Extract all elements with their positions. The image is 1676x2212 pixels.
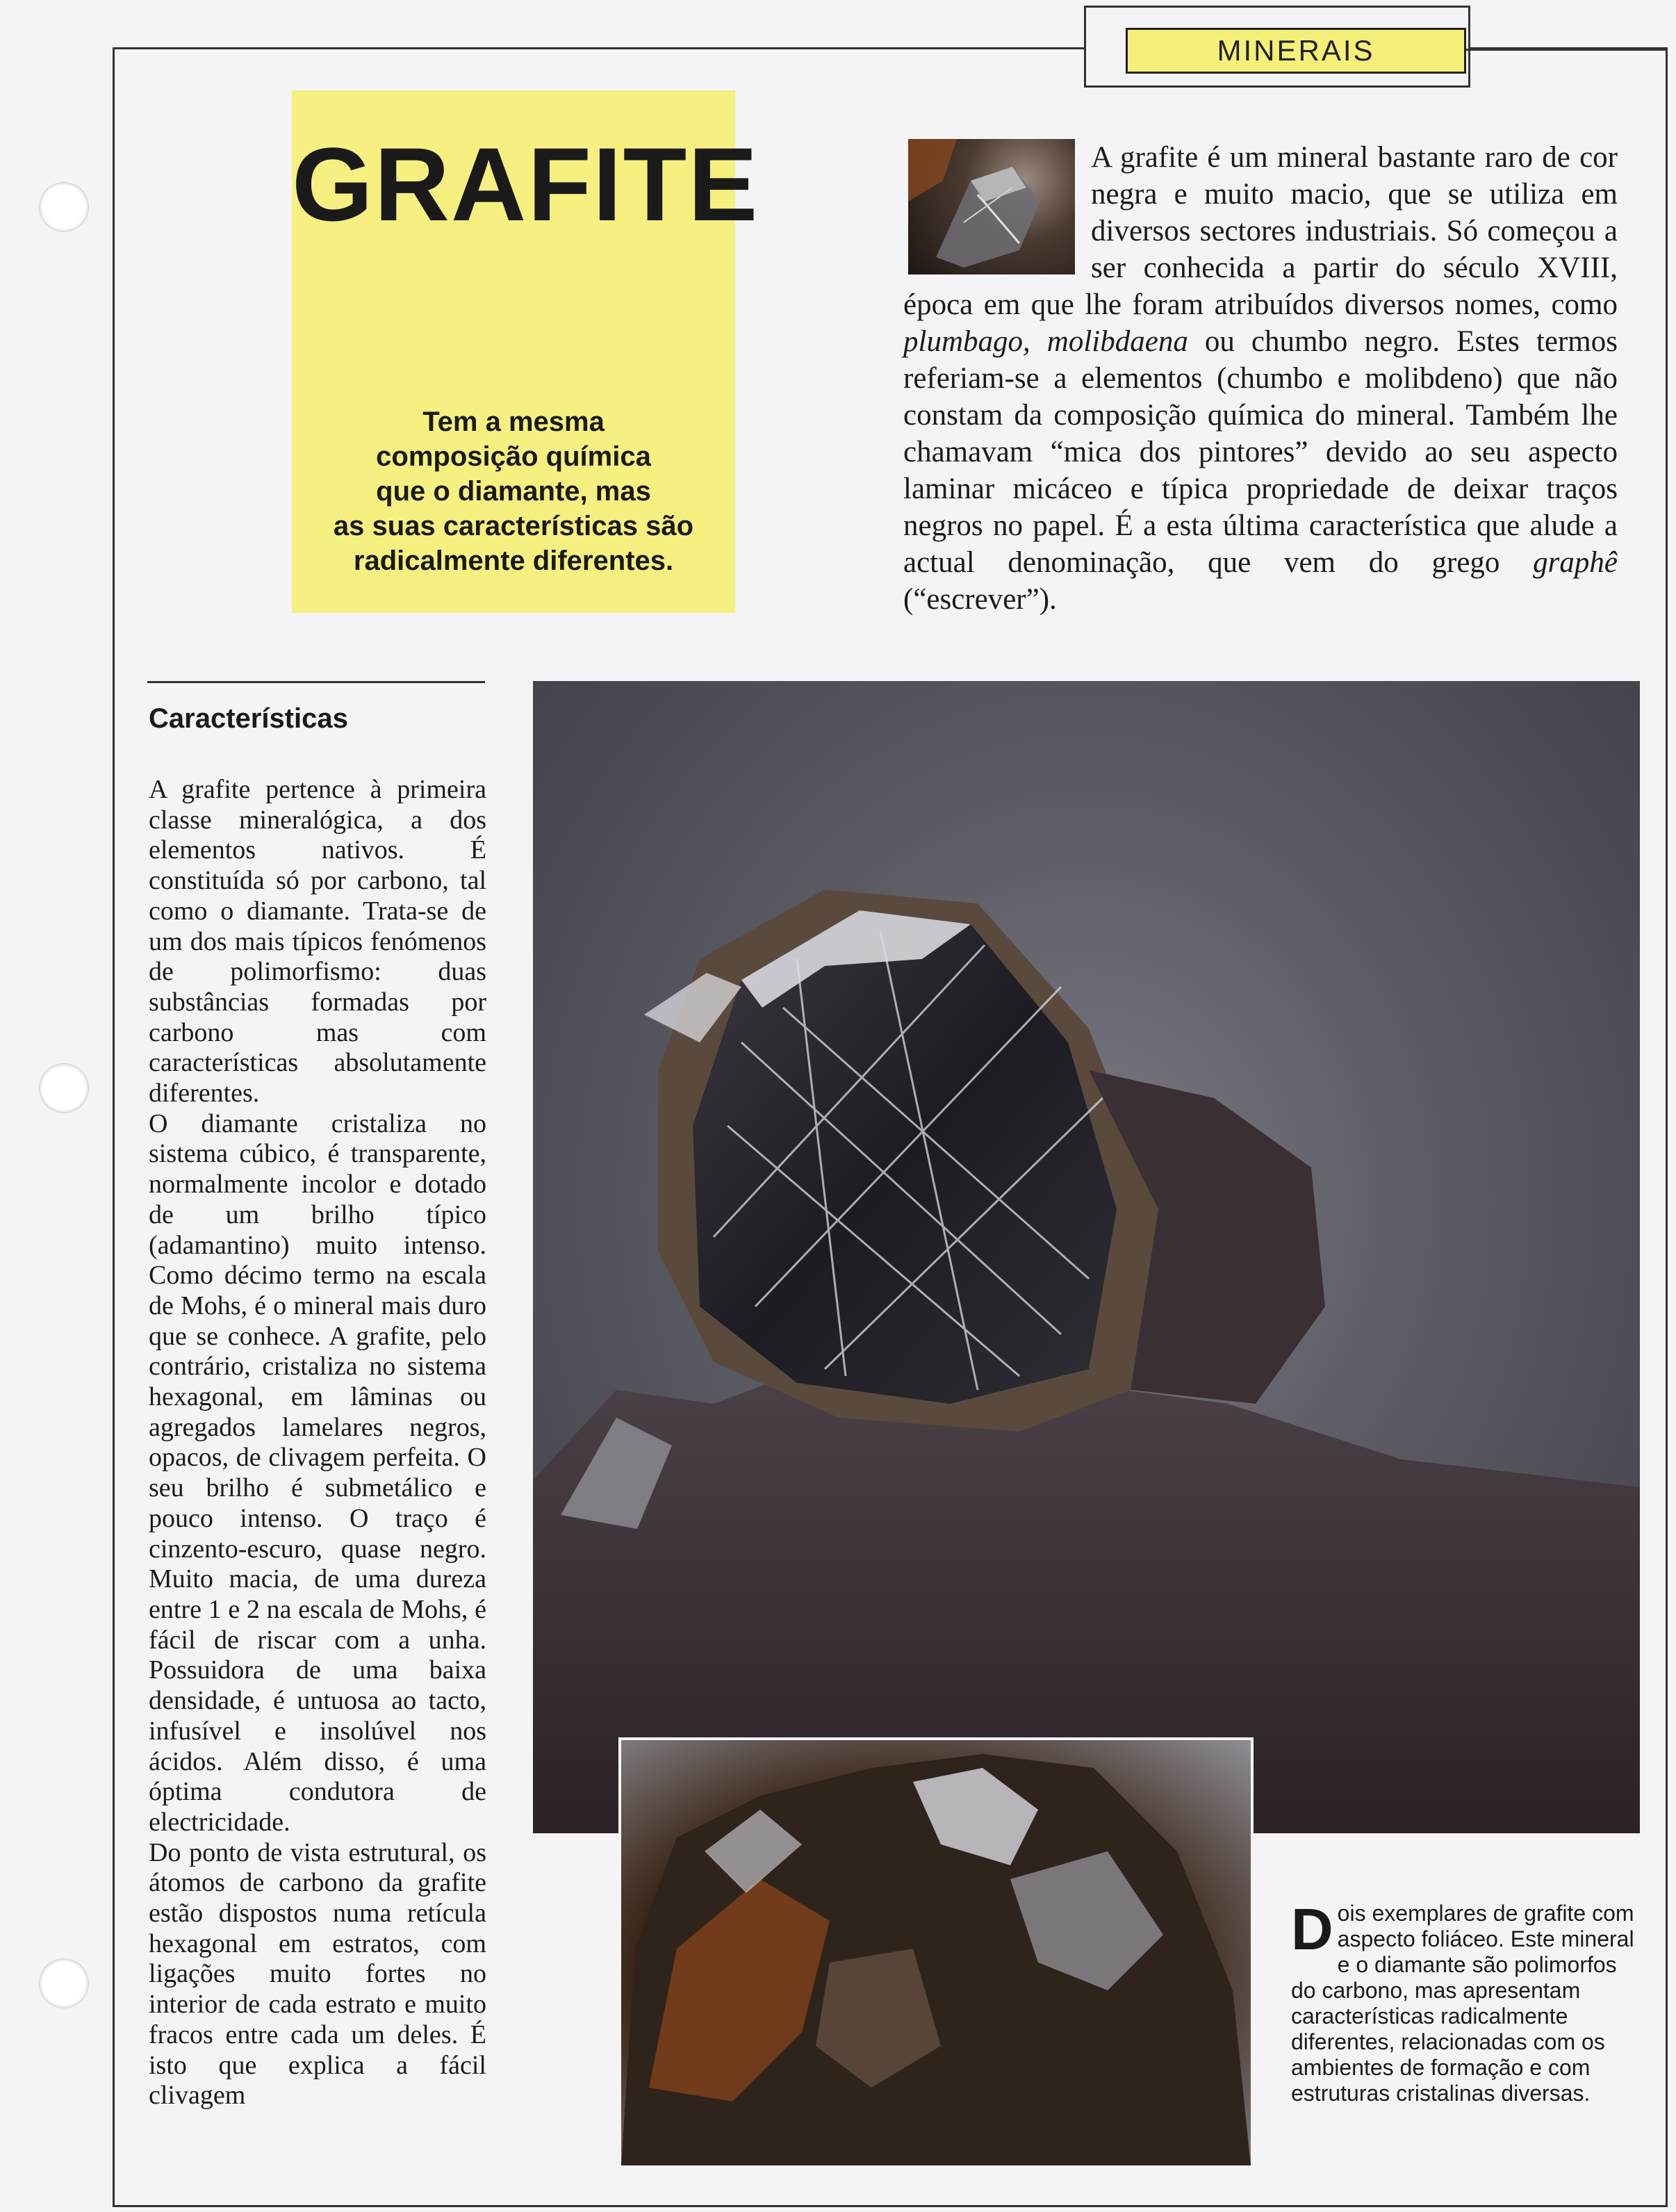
foliated-graphite-graphic	[621, 1740, 1251, 2165]
intro-text-end: (“escrever”).	[903, 583, 1057, 616]
section-tab-rule	[1466, 49, 1668, 51]
caption-drop-cap: D	[1291, 1896, 1333, 1962]
characteristics-column	[149, 775, 486, 2111]
intro-text-start: A grafite é um mineral bastante raro de cor negra e muito macio, que se utiliza em diversos sectores industriais. Só começou a ser conhecida a partir do século XVIII, época em que lhe foram atribuídos diversos nomes, como	[903, 141, 1618, 321]
thumbnail-spacer	[903, 139, 1091, 284]
tagline	[320, 404, 707, 578]
binder-hole-bottom	[39, 1958, 89, 2008]
binder-hole-middle	[39, 1063, 89, 1113]
intro-paragraph	[903, 139, 1618, 618]
photo-caption	[1291, 1896, 1638, 2106]
section-tab-label: MINERAIS	[1217, 34, 1375, 67]
inset-mineral-photo	[618, 1737, 1254, 2168]
section-tab	[1126, 28, 1466, 74]
intro-text-middle: ou chumbo negro. Estes termos referiam-se a elementos (chumbo e molibdeno) que não constam da composição química do mineral. Também lhe chamavam “mica dos pintores” devido ao seu aspecto laminar micáceo e típica propriedade de deixar traços negros no papel. É a esta última característica que alude a actual denominação, que vem do grego	[903, 325, 1618, 579]
tagline-line: que o diamante, mas	[376, 476, 651, 507]
section-divider	[147, 681, 485, 683]
intro-italic-names: plumbago, molibdaena	[903, 325, 1188, 358]
binder-hole-top	[39, 182, 89, 232]
body-paragraph: A grafite pertence à primeira classe mineralógica, a dos elementos nativos. É constituída só por carbono, tal como o diamante. Trata-se de um dos mais típicos fenómenos de polimorfismo: duas substâncias formadas por carbono mas com características absolutamente diferentes.	[149, 775, 486, 1108]
body-paragraph: Do ponto de vista estrutural, os átomos de carbono da grafite estão dispostos numa retícula hexagonal em estratos, com ligações muito fortes no interior de cada estrato e muito fracos entre cada um deles. É isto que explica a fácil clivagem	[149, 1837, 486, 2111]
page-title: GRAFITE	[292, 126, 759, 243]
graphite-crystal-graphic	[533, 681, 1640, 1833]
tagline-line: Tem a mesma	[422, 407, 605, 437]
body-paragraph: O diamante cristaliza no sistema cúbico, é transparente, normalmente incolor e dotado de um brilho típico (adamantino) muito intenso. Como décimo termo na escala de Mohs, é o mineral mais duro que se conhece. A grafite, pelo contrário, cristaliza no sistema hexagonal, em lâminas ou agregados lamelares negros, opacos, de clivagem perfeita. O seu brilho é submetálico e pouco intenso. O traço é cinzento-escuro, quase negro. Muito macia, de uma dureza entre 1 e 2 na escala de Mohs, é fácil de riscar com a unha. Possuidora de uma baixa densidade, é untuosa ao tacto, infusível e insolúvel nos ácidos. Além disso, é uma óptima condutora de electricidade.	[149, 1108, 486, 1837]
tagline-line: radicalmente diferentes.	[353, 546, 674, 576]
caption-text: ois exemplares de grafite com aspecto foliáceo. Este mineral e o diamante são polimorfos do carbono, mas apresentam características radicalmente diferentes, relacionadas com os ambientes de formação e com estruturas cristalinas diversas.	[1291, 1901, 1634, 2106]
main-mineral-photo	[533, 681, 1640, 1833]
section-heading: Características	[149, 703, 348, 734]
tagline-line: as suas características são	[333, 511, 694, 541]
title-box	[292, 90, 759, 613]
intro-italic-greek: graphê	[1533, 546, 1618, 579]
tagline-line: composição química	[376, 441, 651, 472]
